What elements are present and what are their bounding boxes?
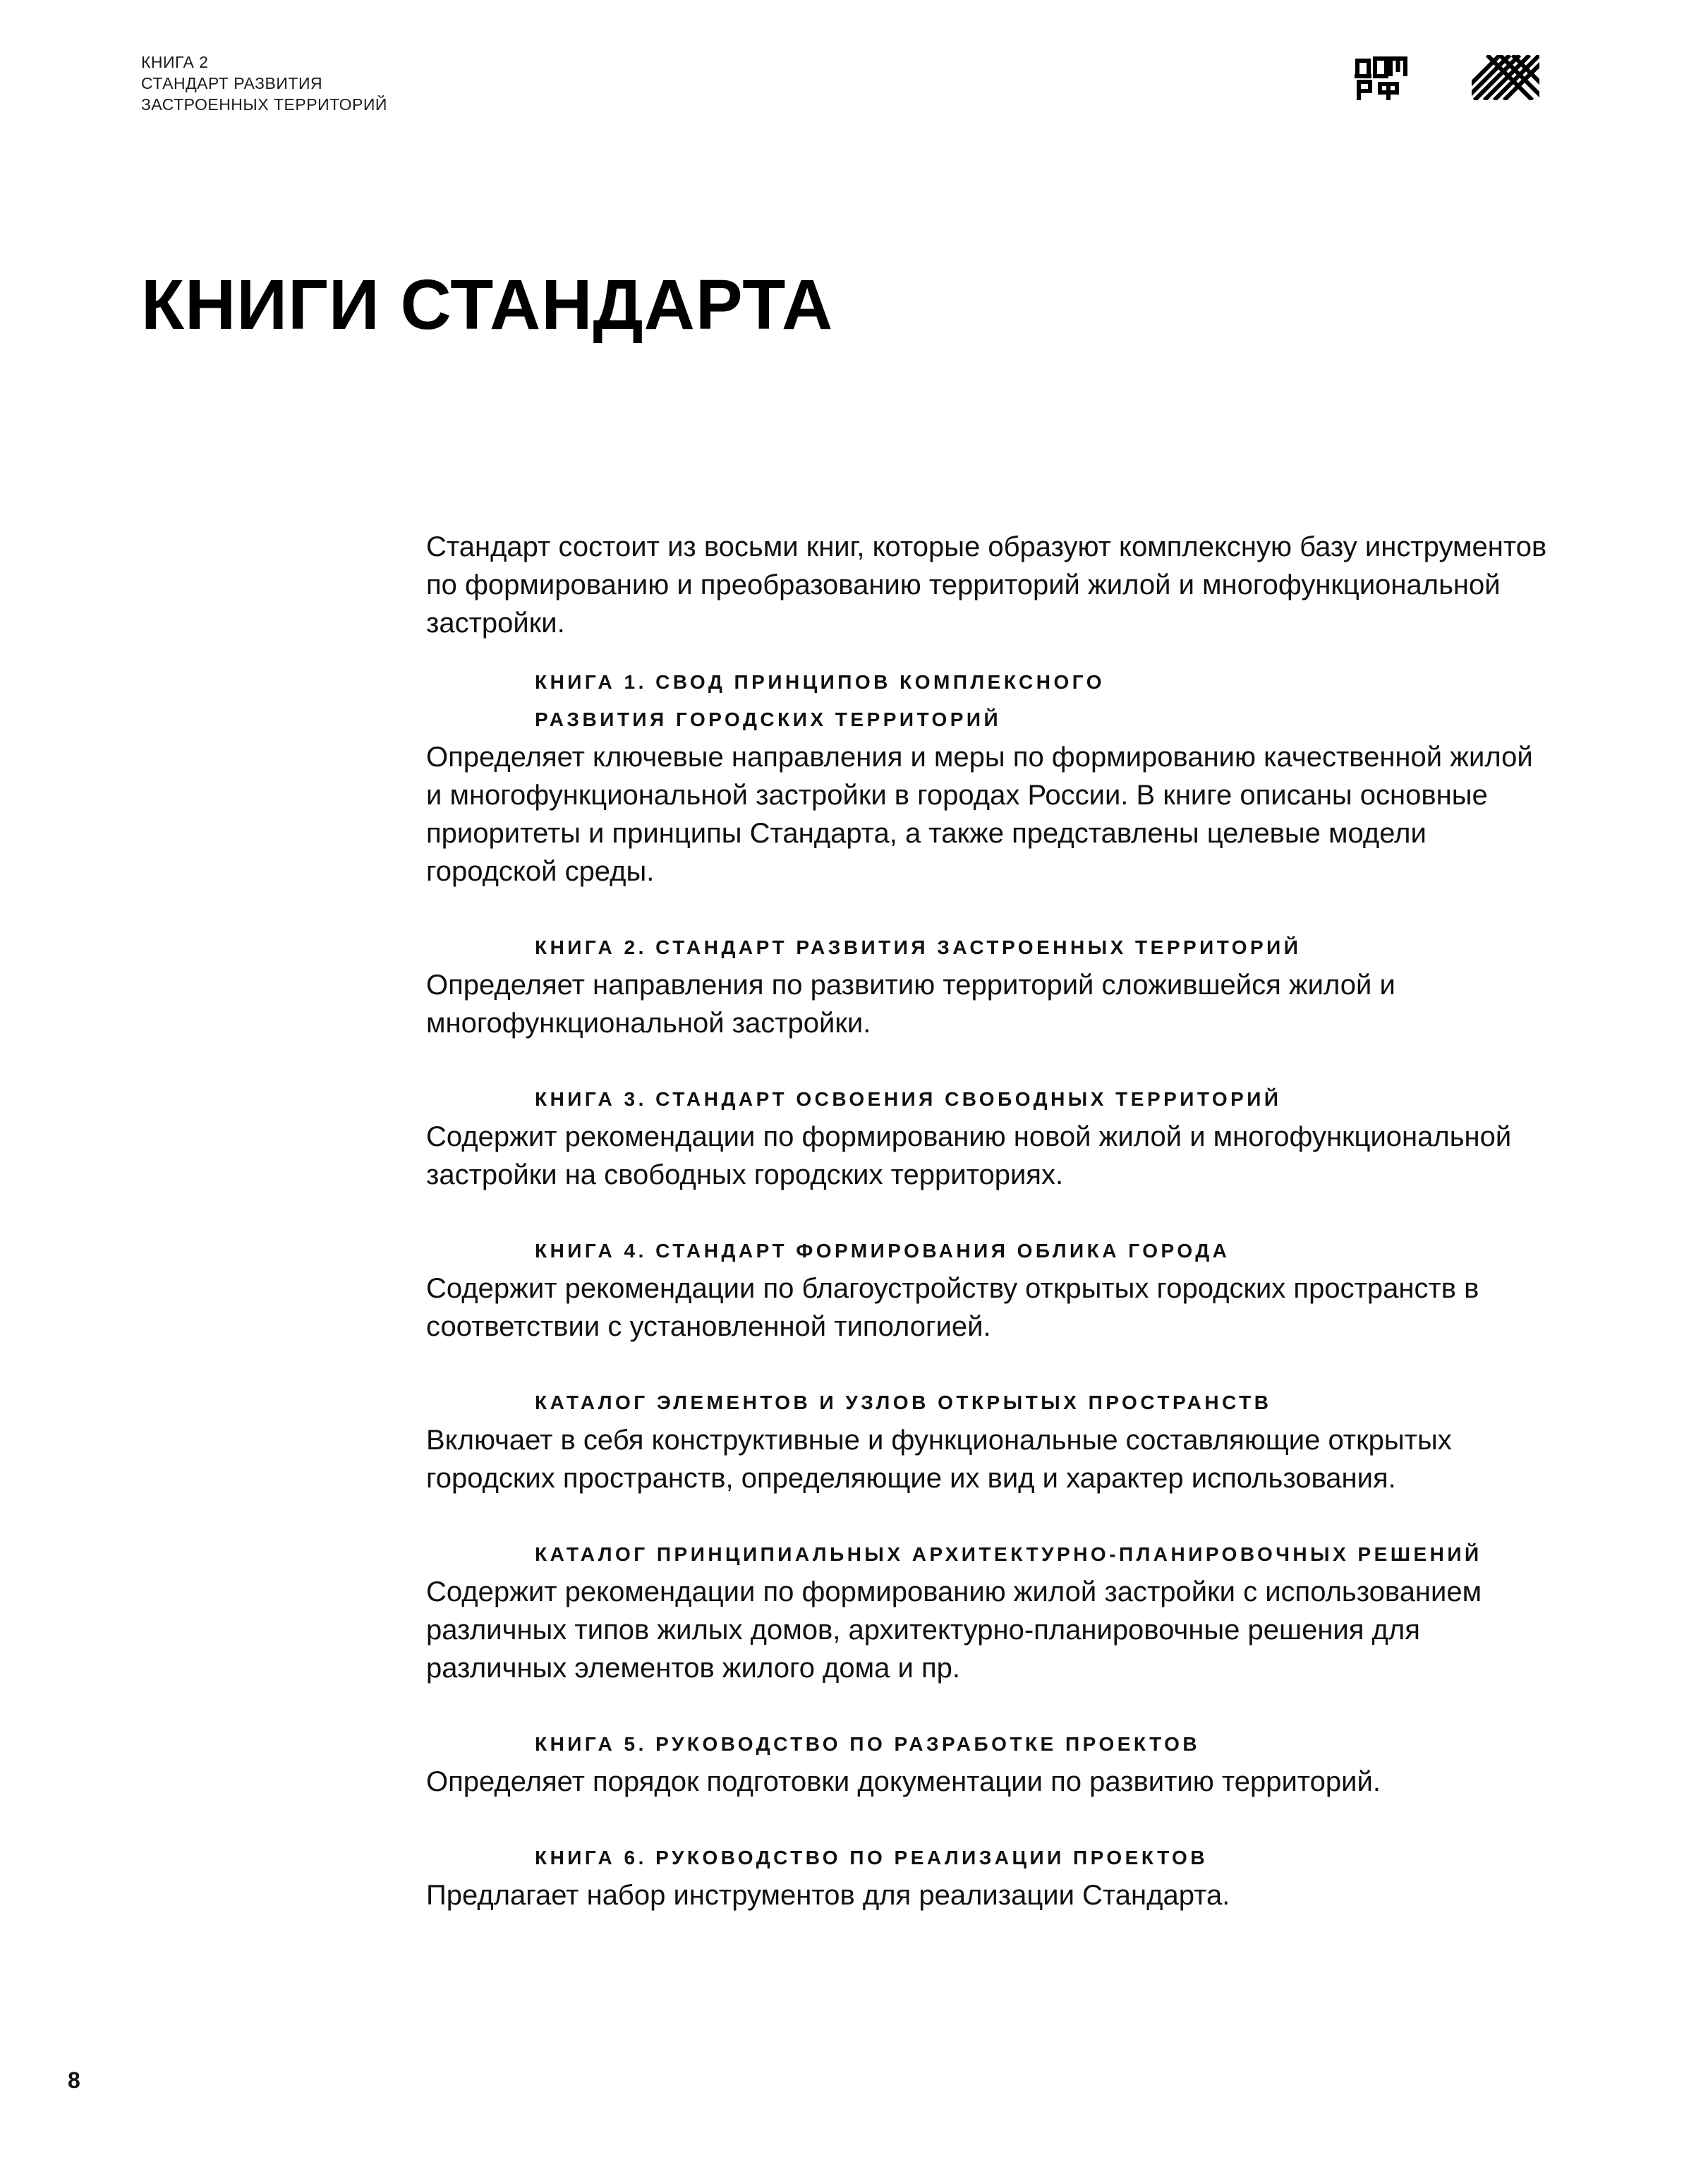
book-description: Определяет ключевые направления и меры по формированию качественной жилой и многофункциональной застройки в городах России. В книге описаны основные приоритеты и принципы Стандарта, а также представлены целевые модели городской среды. [426,742,1533,887]
running-header [141,52,387,115]
book-title: КНИГА 3. СТАНДАРТ ОСВОЕНИЯ СВОБОДНЫХ ТЕРРИТОРИЙ [535,1088,1282,1110]
running-header-line-1: КНИГА 2 [141,53,209,71]
book-description: Включает в себя конструктивные и функциональные составляющие открытых городских пространств, определяющие их вид и характер использования. [426,1425,1452,1494]
book-title: КНИГА 5. РУКОВОДСТВО ПО РАЗРАБОТКЕ ПРОЕКТОВ [535,1733,1201,1755]
book-title: КАТАЛОГ ПРИНЦИПИАЛЬНЫХ АРХИТЕКТУРНО-ПЛАНИРОВОЧНЫХ РЕШЕНИЙ [535,1543,1482,1565]
book-description: Содержит рекомендации по формированию жилой застройки с использованием различных типов жилых домов, архитектурно-планировочные решения для различных элементов жилого дома и пр. [426,1576,1482,1684]
book-title: КНИГА 4. СТАНДАРТ ФОРМИРОВАНИЯ ОБЛИКА ГОРОДА [535,1240,1230,1262]
book-entry-1 [426,663,1548,891]
book-entry-2 [426,929,1548,1042]
book-entry-6 [426,1839,1548,1914]
book-entry-3 [426,1080,1548,1194]
book-title-line: КНИГА 1. СВОД ПРИНЦИПОВ КОМПЛЕКСНОГО [535,671,1106,693]
book-description: Содержит рекомендации по формированию новой жилой и многофункциональной застройки на свободных городских территориях. [426,1121,1512,1190]
book-entry-4 [426,1232,1548,1346]
striped-pattern-logo-icon [1472,55,1539,100]
book-entry-5 [426,1725,1548,1801]
dom-rf-logo-icon [1355,55,1408,102]
page-title: КНИГИ СТАНДАРТА [141,265,834,344]
book-description: Содержит рекомендации по благоустройству открытых городских пространств в соответствии с установленной типологией. [426,1273,1479,1342]
catalog-entry-elements [426,1384,1548,1497]
book-title: КНИГА 6. РУКОВОДСТВО ПО РЕАЛИЗАЦИИ ПРОЕКТОВ [535,1847,1209,1869]
book-title [535,663,1548,738]
book-title-line: РАЗВИТИЯ ГОРОДСКИХ ТЕРРИТОРИЙ [535,708,1002,730]
intro-paragraph: Стандарт состоит из восьми книг, которые образуют комплексную базу инструментов по формированию и преобразованию территорий жилой и многофункциональной застройки. [426,531,1547,639]
book-title: КНИГА 2. СТАНДАРТ РАЗВИТИЯ ЗАСТРОЕННЫХ ТЕРРИТОРИЙ [535,936,1302,958]
running-header-line-2: СТАНДАРТ РАЗВИТИЯ [141,74,323,92]
catalog-entry-architecture [426,1535,1548,1687]
page-number: 8 [68,2068,80,2093]
book-title: КАТАЛОГ ЭЛЕМЕНТОВ И УЗЛОВ ОТКРЫТЫХ ПРОСТРАНСТВ [535,1392,1272,1413]
book-description: Предлагает набор инструментов для реализации Стандарта. [426,1880,1230,1911]
content-column [426,528,1548,1952]
book-description: Определяет порядок подготовки документации по развитию территорий. [426,1766,1381,1797]
book-description: Определяет направления по развитию территорий сложившейся жилой и многофункциональной застройки. [426,970,1395,1039]
running-header-line-3: ЗАСТРОЕННЫХ ТЕРРИТОРИЙ [141,95,387,114]
